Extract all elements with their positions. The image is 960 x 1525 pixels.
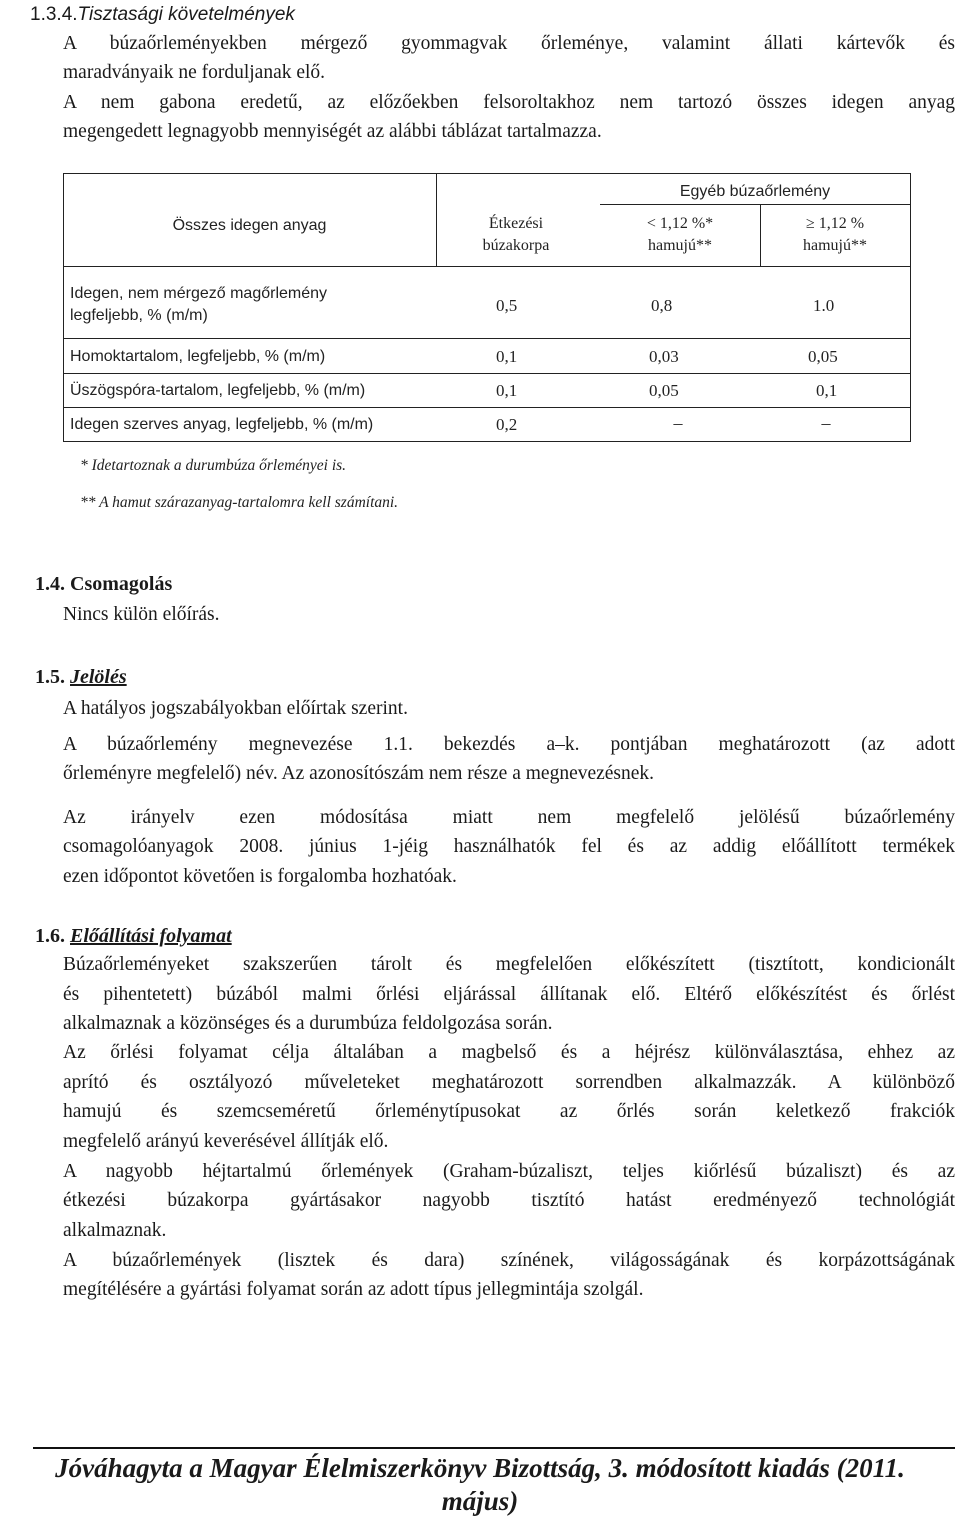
paragraph-line: étkezési búzakorpa gyártásakor nagyobb tisztító hatást eredményező technológiát (63, 1190, 955, 1211)
table-cell-value: 0,1 (496, 381, 518, 400)
paragraph-line: Az irányelv ezen módosítása miatt nem megfelelő jelölésű búzaőrlemény (63, 807, 955, 828)
section-title: Tisztasági követelmények (77, 4, 295, 25)
section-title: Jelölés (70, 666, 127, 688)
table-row-label: Idegen szerves anyag, legfeljebb, % (m/m) (70, 416, 374, 433)
paragraph-line: A hatályos jogszabályokban előírtak szerint. (63, 698, 408, 719)
table-cell-value: 0,2 (496, 415, 518, 434)
section-number: 1.6. (35, 925, 65, 947)
header-bran (436, 213, 596, 257)
header-high-ash-line1: ≥ 1,12 % (805, 215, 865, 232)
section-heading-1-6 (35, 922, 232, 951)
paragraph-line: A nagyobb héjtartalmú őrlemények (Graham-búzaliszt, teljes kiőrlésű búzaliszt) és az (63, 1161, 955, 1182)
section-number: 1.4. (35, 573, 65, 595)
paragraph-line: csomagolóanyagok 2008. június 1-jéig használhatók fel és az addig előállított termékek (63, 836, 955, 857)
paragraph-line: alkalmaznak. (63, 1220, 167, 1241)
header-bran-line1: Étkezési (488, 215, 544, 232)
foreign-matter-table (63, 173, 911, 442)
table-cell-value: 0,5 (496, 296, 518, 315)
section-heading-1-3-4 (30, 0, 295, 29)
paragraph-line: Nincs külön előírás. (63, 604, 220, 625)
paragraph-line: Az őrlési folyamat célja általában a magbelső és a héjrész különválasztása, ehhez az (63, 1042, 955, 1063)
row-label-line1: Idegen, nem mérgező magőrlemény (70, 285, 328, 302)
paragraph-line: A búzaőrleményekben mérgező gyommagvak őrleménye, valamint állati kártevők és (63, 33, 955, 54)
header-high-ash-line2: hamujú** (803, 237, 867, 254)
header-other-flour: Egyéb búzaőrlemény (679, 183, 831, 200)
table-cell-value: 0,03 (649, 347, 679, 366)
paragraph-line: Búzaőrleményeket szakszerűen tárolt és megfelelően előkészített (tisztított, kondicionált (63, 954, 955, 975)
paragraph-line: őrleményre megfelelő) név. Az azonosítószám nem része a megnevezésnek. (63, 763, 655, 784)
paragraph-line: és pihentetett) búzából malmi őrlési eljárással állítanak elő. Eltérő előkészítést és őrlést (63, 984, 955, 1005)
paragraph-line: maradványaik ne forduljanak elő. (63, 62, 326, 83)
row-label-line2: legfeljebb, % (m/m) (70, 307, 208, 324)
paragraph-line: megfelelő arányú keverésével állítják elő. (63, 1131, 389, 1152)
header-high-ash (760, 213, 910, 257)
paragraph-line: hamujú és szemcseméretű őrleménytípusokat az őrlés során keletkező frakciók (63, 1101, 955, 1122)
header-total-foreign-matter: Összes idegen anyag (172, 217, 327, 234)
header-bran-line2: búzakorpa (482, 237, 550, 254)
section-title: Előállítási folyamat (70, 925, 232, 947)
table-row-label: Üszögspóra-tartalom, legfeljebb, % (m/m) (70, 382, 366, 399)
paragraph-line: A búzaőrlemények (lisztek és dara) színének, világosságának és korpázottságának (63, 1250, 955, 1271)
footer-approval (0, 1452, 960, 1518)
table-row-label (70, 283, 430, 327)
table-cell-value: 0,8 (651, 296, 673, 315)
section-title: Csomagolás (70, 573, 173, 595)
header-low-ash-line2: hamujú** (648, 237, 712, 254)
table-cell-dash: – (821, 413, 831, 433)
footer-line1: Jóváhagyta a Magyar Élelmiszerkönyv Bizottság, 3. módosított kiadás (2011. (55, 1453, 905, 1483)
paragraph-line: megítélésére a gyártási folyamat során az adott típus jellegmintája szolgál. (63, 1279, 644, 1300)
table-cell-dash: – (673, 413, 683, 433)
table-note: ** A hamut szárazanyag-tartalomra kell számítani. (80, 494, 399, 511)
paragraph-line: A búzaőrlemény megnevezése 1.1. bekezdés a–k. pontjában meghatározott (az adott (63, 734, 955, 755)
footer-line2: május) (441, 1486, 519, 1516)
paragraph-line: megengedett legnagyobb mennyiségét az alábbi táblázat tartalmazza. (63, 121, 602, 142)
table-note: * Idetartoznak a durumbúza őrleményei is. (80, 457, 347, 474)
table-cell-value: 0,05 (808, 347, 838, 366)
table-row-label: Homoktartalom, legfeljebb, % (m/m) (70, 348, 326, 365)
section-number: 1.3.4. (30, 4, 78, 25)
paragraph-line: ezen időpontot követően is forgalomba hozhatóak. (63, 866, 457, 887)
table-cell-value: 1.0 (813, 296, 835, 315)
header-low-ash (600, 213, 760, 257)
footer-rule (33, 1447, 955, 1449)
section-number: 1.5. (35, 666, 65, 688)
header-low-ash-line1: < 1,12 %* (646, 215, 714, 232)
paragraph-line: alkalmaznak a közönséges és a durumbúza feldolgozása során. (63, 1013, 553, 1034)
section-heading-1-5 (35, 663, 127, 692)
paragraph-line: A nem gabona eredetű, az előzőekben felsoroltakhoz nem tartozó összes idegen anyag (63, 92, 955, 113)
table-cell-value: 0,1 (816, 381, 838, 400)
section-heading-1-4 (35, 570, 172, 599)
table-cell-value: 0,1 (496, 347, 518, 366)
table-cell-value: 0,05 (649, 381, 679, 400)
paragraph-line: aprító és osztályozó műveleteket meghatározott sorrendben alkalmazzák. A különböző (63, 1072, 955, 1093)
